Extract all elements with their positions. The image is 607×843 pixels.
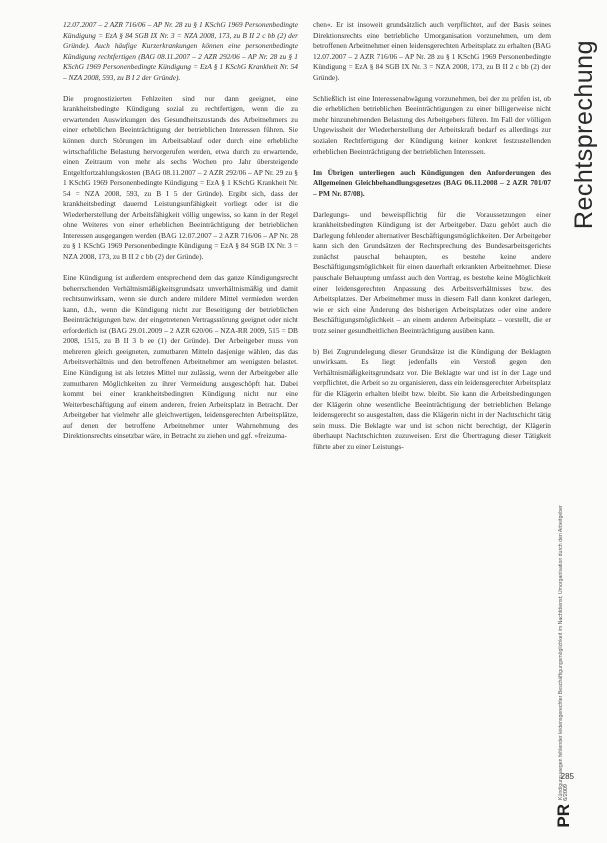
- sidebar-note: Kündigung wegen fehlender leidensgerechter Beschäftigungsmöglichkeit im Nachtdienst; Umorganisation durch den Arbeitgeber: [558, 505, 564, 800]
- paragraph: Schließlich ist eine Interessenabwägung vorzunehmen, bei der zu prüfen ist, ob die erheblichen betrieblichen Beeinträchtigungen zu einer billigerweise nicht mehr hinzunehmenden Belastung des Arbeitgebers führen. Im Fall der völligen Ungewissheit der Wiederherstellung der Arbeitskraft bedarf es allerdings zur sozialen Rechtfertigung der Kündigung keiner konkret festzustellenden erheblichen Beeinträchtigung der betrieblichen Interessen.: [313, 93, 551, 156]
- paragraph: chen«. Er ist insoweit grundsätzlich auch verpflichtet, auf der Basis seines Direktionsrechts eine betriebliche Umorganisation vorzunehmen, um dem betroffenen Arbeitnehmer einen leidensgerechten Arbeitsplatz zu erhalten (BAG 12.07.2007 – 2 AZR 716/06 – AP Nr. 28 zu § 1 KSchG 1969 Personenbedingte Kündigung = EzA § 84 SGB IX Nr. 3 = NZA 2008, 173, zu B II 2 c bb (2) der Gründe).: [313, 20, 551, 82]
- paragraph: Eine Kündigung ist außerdem entsprechend dem das ganze Kündigungsrecht beherrschenden Verhältnismäßigkeitsgrundsatz unverhältnismäßig und damit rechtsunwirksam, wenn sie durch andere mildere Mittel vermieden werden kann, d.h., wenn die Kündigung nicht zur Beseitigung der betrieblichen Beeinträchtigungen bzw. der eingetretenen Vertragsstörung geeignet oder nicht erforderlich ist (BAG 29.01.2009 – 2 AZR 620/06 – NZA-RR 2009, 515 = DB 2008, 1515, zu B II 3 b ee (1) der Gründe). Der Arbeitgeber muss von mehreren gleich geeigneten, zumutbaren Mitteln dasjenige wählen, das das Arbeitsverhältnis und den betroffenen Arbeitnehmer am wenigsten belastet. Eine Kündigung ist als letztes Mittel nur zulässig, wenn der Arbeitgeber alle zumutbaren Möglichkeiten zu ihrer Vermeidung ausgeschöpft hat. Dabei kommt bei einer krankheitsbedingten Kündigung nicht nur eine Weiterbeschäftigung auf einem anderen, freien Arbeitsplatz in Betracht. Der Arbeitgeber hat vielmehr alle gleichwertigen, leidensgerechten Arbeitsplätze, auf denen der betroffene Arbeitnehmer unter Wahrnehmung des Direktionsrechts einsetzbar wäre, in Betracht zu ziehen und ggf. »freizuma-: [63, 273, 298, 441]
- paragraph: b) Bei Zugrundelegung dieser Grundsätze ist die Kündigung der Beklagten unwirksam. Es liegt jedenfalls ein Verstoß gegen den Verhältnismäßigkeitsgrundsatz vor. Die Beklagte war und ist in der Lage und verpflichtet, die Arbeit so zu organisieren, dass ein leidensgerechter Arbeitsplatz für die Klägerin erhalten bleibt bzw. bleibt. Sie kann die Arbeitsbedingungen der Klägerin ohne wesentliche Beeinträchtigung der betrieblichen Belange leidensgerecht so ausgestalten, dass die Klägerin nicht in der Nachtschicht tätig sein muss. Die Beklagte war und ist schon nicht berechtigt, der Klägerin überhaupt Nachtschichten zuzuweisen. Erst die Übertragung dieser Tätigkeit führte aber zu einer Leistungs-: [313, 346, 551, 451]
- page-number: 285: [560, 772, 574, 781]
- paragraph: Im Übrigen unterliegen auch Kündigungen den Anforderungen des Allgemeinen Gleichbehandlungsgesetzes (BAG 06.11.2008 – 2 AZR 701/07 – PM Nr. 87/08).: [313, 167, 551, 198]
- paragraph: Darlegungs- und beweispflichtig für die Voraussetzungen einer krankheitsbedingten Kündigung ist der Arbeitgeber. Dazu gehört auch die Darlegung fehlender alternativer Beschäftigungsmöglichkeiten. Der Arbeitgeber kann sich den Grundsätzen der Rechtsprechung des Bundesarbeitsgerichts zunächst pauschal behaupten, es bestehe keine andere Beschäftigungsmöglichkeit für einen dauerhaft erkrankten Arbeitnehmer. Diese pauschale Behauptung umfasst auch den Vortrag, es bestehe keine Möglichkeit einer leidensgerechten Anpassung des Arbeitsverhältnisses bzw. des Arbeitsplatzes. Der Arbeitnehmer muss in diesem Fall dann konkret darlegen, wie er sich eine Änderung des bisherigen Arbeitsplatzes oder eine andere Beschäftigungsmöglichkeit – an einem anderen Arbeitsplatz – vorstellt, die er trotz seiner gesundheitlichen Beeinträchtigung ausüben kann.: [313, 209, 551, 335]
- paragraph: 12.07.2007 – 2 AZR 716/06 – AP Nr. 28 zu § 1 KSchG 1969 Personenbedingte Kündigung = EzA § 84 SGB IX Nr. 3 = NZA 2008, 173, zu B II 2 c bb (2) der Gründe). Auch häufige Kurzerkrankungen können eine personenbedingte Kündigung rechtfertigen (BAG 08.11.2007 – 2 AZR 292/06 – AP Nr. 28 zu § 1 KSchG 1969 Personenbedingte Kündigung = EzA § 1 KSchG Krankheit Nr. 54 – NZA 2008, 593, zu B I 2 der Gründe).: [63, 20, 298, 82]
- left-text-column: [63, 20, 298, 452]
- right-text-column: [313, 20, 551, 463]
- page-sidebar: [554, 0, 607, 843]
- section-title: Rechtsprechung: [570, 40, 598, 230]
- journal-issue: 6/2009: [563, 784, 569, 801]
- paragraph: Die prognostizierten Fehlzeiten sind nur dann geeignet, eine krankheitsbedingte Kündigung sozial zu rechtfertigen, wenn die zu erwartenden Auswirkungen des Gesundheitszustands des Arbeitnehmers zu einer erheblichen Beeinträchtigung der betrieblichen Interessen führen. Sie können durch Störungen im Arbeitsablauf oder durch eine erhebliche wirtschaftliche Belastung hervorgerufen werden, etwa durch zu erwartende, einen Zeitraum von mehr als sechs Wochen pro Jahr übersteigende Entgeltfortzahlungskosten (BAG 08.11.2007 – 2 AZR 292/06 – AP Nr. 29 zu § 1 KSchG 1969 Personenbedingte Kündigung = EzA § 1 KSchG Krankheit Nr. 54 = NZA 2008, 593, zu B I 5 der Gründe). Ergibt sich, dass der krankheitsbedingt dauernd Leistungsunfähigkeit vorliegt oder ist die Wiederherstellung der Arbeitsfähigkeit völlig ungewiss, so kann in der Regel ohne Weiteres von einer erheblichen Beeinträchtigung der betrieblichen Interessen ausgegangen werden (BAG 12.07.2007 – 2 AZR 716/06 – AP Nr. 28 zu § 1 KSchG 1969 Personenbedingte Kündigung = EzA § 84 SGB IX Nr. 3 = NZA 2008, 173, zu B II 2 c bb (2) der Gründe).: [63, 93, 298, 261]
- journal-logo: PR: [554, 804, 573, 828]
